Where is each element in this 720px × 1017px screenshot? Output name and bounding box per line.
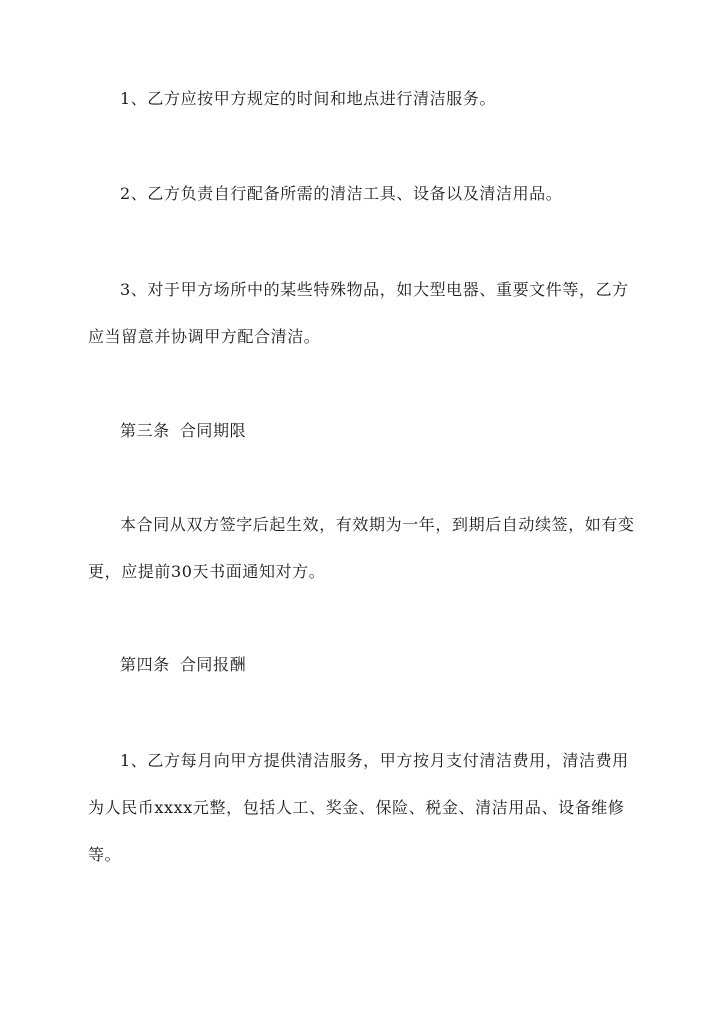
article-3-number: 第三条 xyxy=(120,421,170,440)
article-4-title: 合同报酬 xyxy=(179,655,247,674)
article-4-heading xyxy=(88,641,636,688)
article-4-body: 1、乙方每月向甲方提供清洁服务，甲方按月支付清洁费用，清洁费用为人民币xxxx元整，包括人工、奖金、保险、税金、清洁用品、设备维修等。 xyxy=(88,751,629,864)
article-3-body: 本合同从双方签字后起生效，有效期为一年，到期后自动续签，如有变更，应提前30天书面通知对方。 xyxy=(88,515,635,581)
article-4-number: 第四条 xyxy=(120,655,170,674)
paragraph-clause-1: 1、乙方应按甲方规定的时间和地点进行清洁服务。 xyxy=(120,89,496,108)
article-3-title: 合同期限 xyxy=(179,421,247,440)
paragraph-clause-2: 2、乙方负责自行配备所需的清洁工具、设备以及清洁用品。 xyxy=(120,184,563,203)
paragraph-clause-3: 3、对于甲方场所中的某些特殊物品，如大型电器、重要文件等，乙方应当留意并协调甲方配合清洁。 xyxy=(88,280,629,346)
article-3-heading xyxy=(88,407,636,454)
